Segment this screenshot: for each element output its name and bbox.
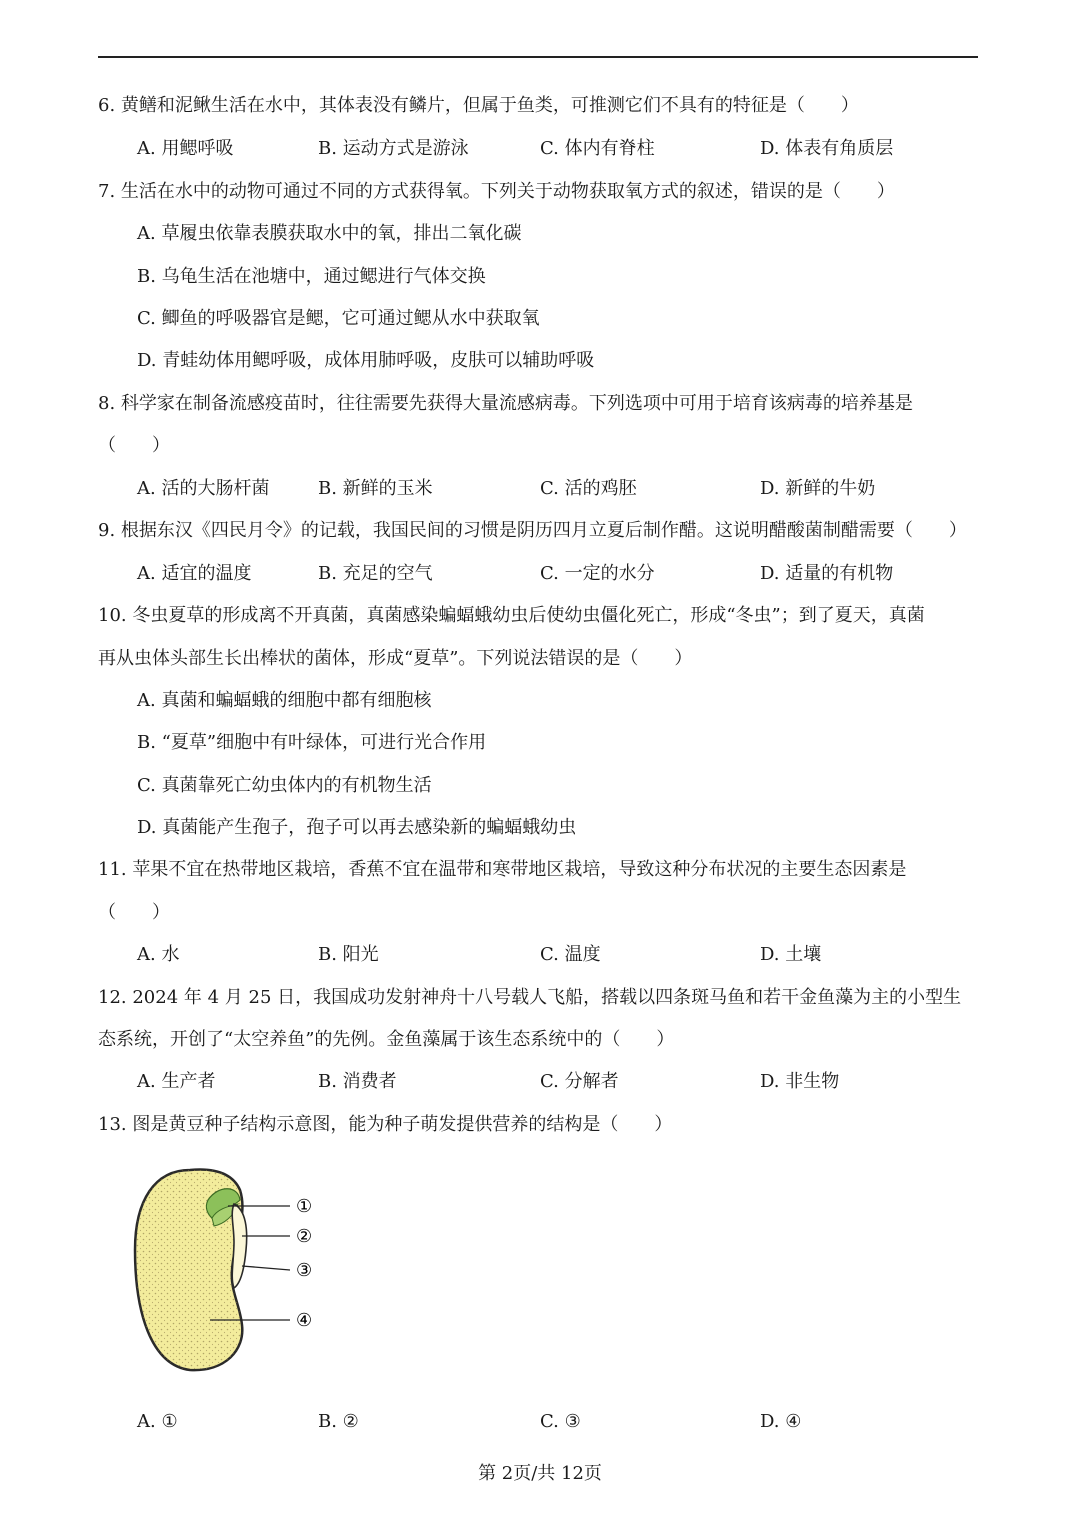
q7-option-c: C. 鲫鱼的呼吸器官是鳃，它可通过鳃从水中获取氧: [137, 308, 540, 329]
q8-option-d: D. 新鲜的牛奶: [760, 478, 876, 499]
q12-option-b: B. 消费者: [318, 1071, 397, 1092]
question-6-stem: 6. 黄鳝和泥鳅生活在水中，其体表没有鳞片，但属于鱼类，可推测它们不具有的特征是（ ）: [98, 95, 859, 116]
question-11-stem-cont: （ ）: [98, 902, 170, 923]
question-12-stem: 12. 2024 年 4 月 25 日，我国成功发射神舟十八号载人飞船，搭载以四条斑马鱼和若干金鱼藻为主的小型生: [98, 987, 962, 1008]
q8-option-b: B. 新鲜的玉米: [318, 478, 433, 499]
q13-option-d: D. ④: [760, 1411, 802, 1432]
q6-option-c: C. 体内有脊柱: [540, 138, 655, 159]
q10-option-a: A. 真菌和蝙蝠蛾的细胞中都有细胞核: [137, 690, 432, 711]
q11-option-d: D. 土壤: [760, 944, 822, 965]
q13-option-c: C. ③: [540, 1411, 581, 1432]
question-9-stem: 9. 根据东汉《四民月令》的记载，我国民间的习惯是阴历四月立夏后制作醋。这说明醋酸菌制醋需要（ ）: [98, 520, 967, 541]
label-4: ④: [296, 1310, 313, 1331]
q6-option-a: A. 用鳃呼吸: [137, 138, 234, 159]
q10-option-d: D. 真菌能产生孢子，孢子可以再去感染新的蝙蝠蛾幼虫: [137, 817, 577, 838]
q12-option-c: C. 分解者: [540, 1071, 619, 1092]
radicle-shape: [232, 1204, 246, 1288]
q10-option-b: B. “夏草”细胞中有叶绿体，可进行光合作用: [137, 732, 487, 753]
question-11-stem: 11. 苹果不宜在热带地区栽培，香蕉不宜在温带和寒带地区栽培，导致这种分布状况的主要生态因素是: [98, 859, 907, 880]
header-rule: [98, 56, 978, 58]
q9-option-a: A. 适宜的温度: [137, 563, 252, 584]
q12-option-a: A. 生产者: [137, 1071, 216, 1092]
label-2: ②: [296, 1226, 313, 1247]
question-8-stem-cont: （ ）: [98, 435, 170, 456]
question-8-stem: 8. 科学家在制备流感疫苗时，往往需要先获得大量流感病毒。下列选项中可用于培育该病毒的培养基是: [98, 393, 913, 414]
q9-option-b: B. 充足的空气: [318, 563, 433, 584]
label-1: ①: [296, 1196, 313, 1217]
question-10-stem: 10. 冬虫夏草的形成离不开真菌，真菌感染蝙蝠蛾幼虫后使幼虫僵化死亡，形成“冬虫”；到了夏天，真菌: [98, 605, 925, 626]
q10-option-c: C. 真菌靠死亡幼虫体内的有机物生活: [137, 775, 432, 796]
page-number: 第 2页/共 12页: [478, 1463, 602, 1484]
soybean-seed-diagram: [130, 1160, 330, 1380]
question-10-stem-cont: 再从虫体头部生长出棒状的菌体，形成“夏草”。下列说法错误的是（ ）: [98, 648, 693, 669]
q6-option-b: B. 运动方式是游泳: [318, 138, 469, 159]
q9-option-c: C. 一定的水分: [540, 563, 655, 584]
q6-option-d: D. 体表有角质层: [760, 138, 894, 159]
q11-option-b: B. 阳光: [318, 944, 379, 965]
q7-option-b: B. 乌龟生活在池塘中，通过鳃进行气体交换: [137, 266, 486, 287]
q8-option-a: A. 活的大肠杆菌: [137, 478, 270, 499]
question-12-stem-cont: 态系统，开创了“太空养鱼”的先例。金鱼藻属于该生态系统中的（ ）: [98, 1029, 675, 1050]
question-7-stem: 7. 生活在水中的动物可通过不同的方式获得氧。下列关于动物获取氧方式的叙述，错误的是（ ）: [98, 181, 895, 202]
q7-option-d: D. 青蛙幼体用鳃呼吸，成体用肺呼吸，皮肤可以辅助呼吸: [137, 350, 595, 371]
question-13-stem: 13. 图是黄豆种子结构示意图，能为种子萌发提供营养的结构是（ ）: [98, 1114, 673, 1135]
q11-option-a: A. 水: [137, 944, 180, 965]
q12-option-d: D. 非生物: [760, 1071, 840, 1092]
q11-option-c: C. 温度: [540, 944, 601, 965]
q13-option-b: B. ②: [318, 1411, 359, 1432]
q9-option-d: D. 适量的有机物: [760, 563, 894, 584]
q7-option-a: A. 草履虫依靠表膜获取水中的氧，排出二氧化碳: [137, 223, 522, 244]
q13-option-a: A. ①: [137, 1411, 178, 1432]
leader-line-3: [242, 1266, 290, 1270]
label-3: ③: [296, 1260, 313, 1281]
q8-option-c: C. 活的鸡胚: [540, 478, 637, 499]
